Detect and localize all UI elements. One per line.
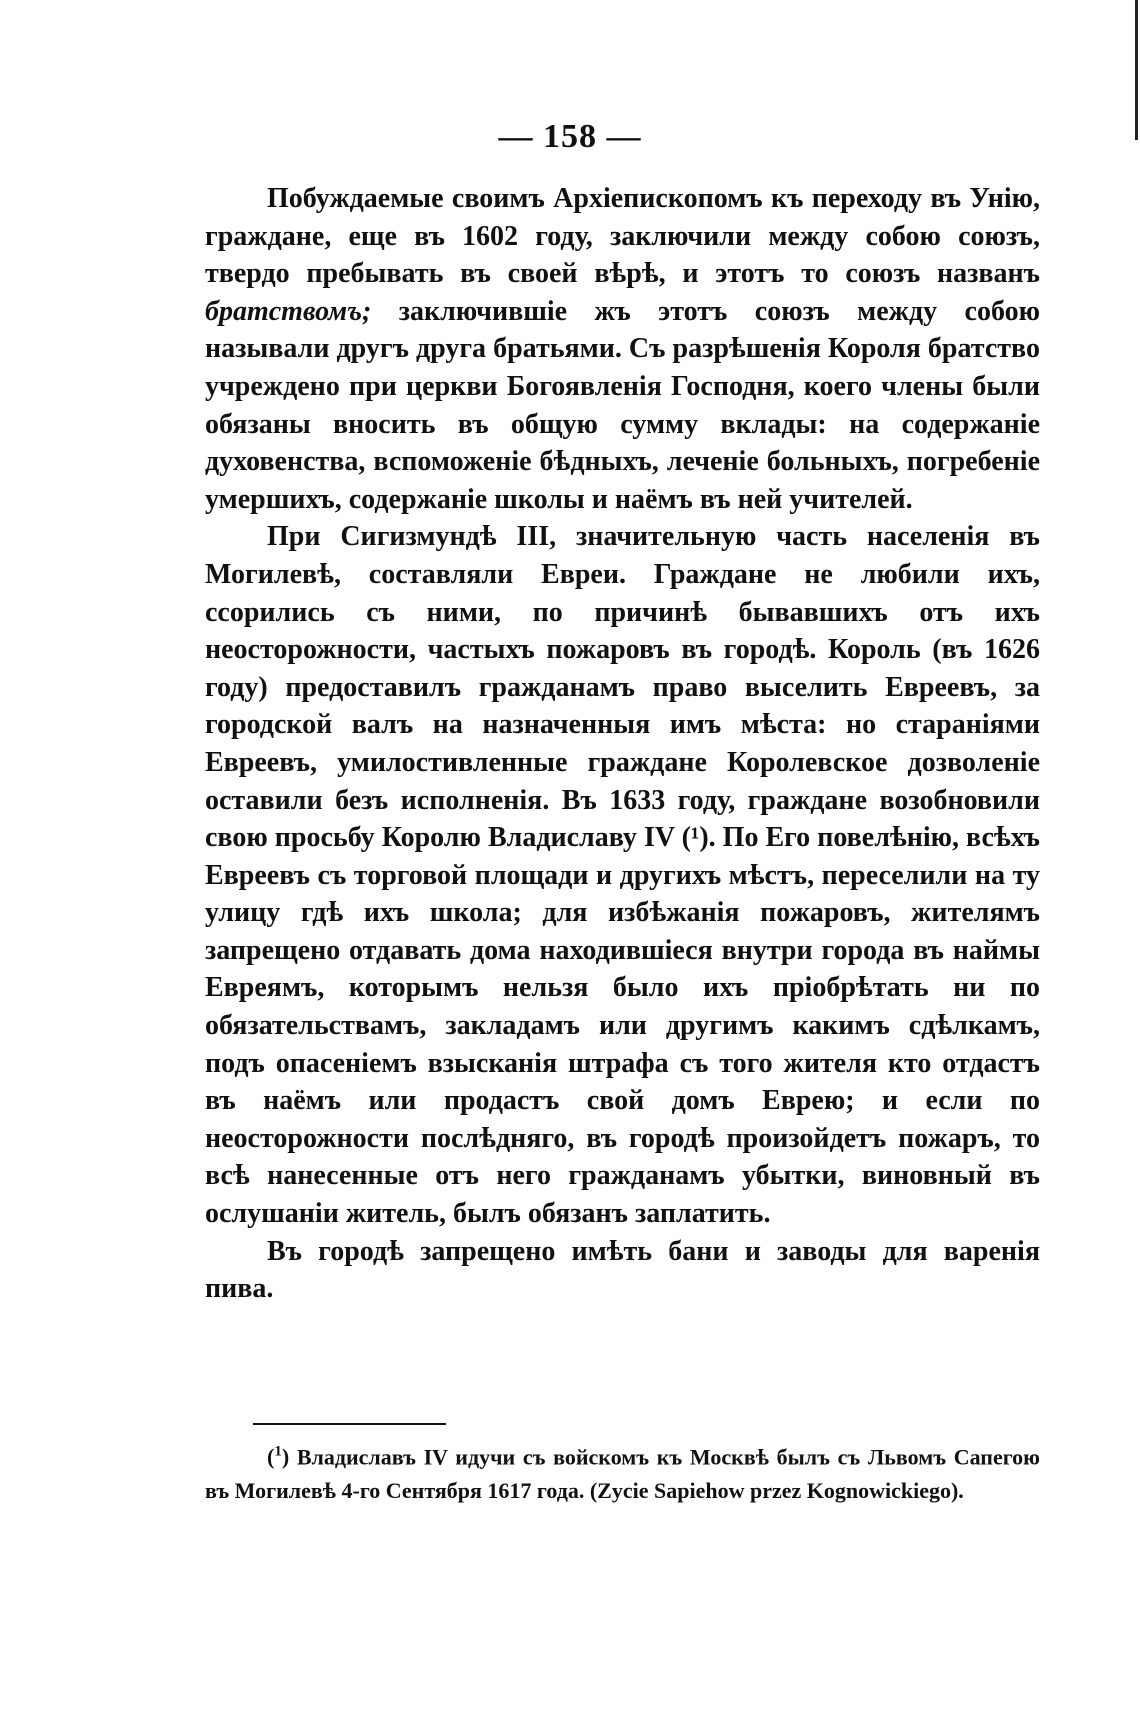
footnote-number: 1 — [274, 1444, 282, 1460]
paragraph-3: Въ городѣ запрещено имѣть бани и заводы для варенія пива. — [205, 1235, 1040, 1305]
paragraph-1-italic-term: братствомъ; — [205, 295, 372, 327]
main-text — [205, 180, 1040, 1308]
paragraph-2: При Сигизмундѣ III, значительную часть населенія въ Могилевѣ, составляли Евреи. Граждане не любили ихъ, ссорились съ ними, по причинѣ бывавшихъ отъ ихъ неосторожности, частыхъ пожаровъ въ городѣ. Король (въ 1626 году) предоставилъ гражданамъ право выселить Евреевъ, за городской валъ на назначенныя имъ мѣста: но стараніями Евреевъ, умилостивленные граждане Королевское дозволеніе оставили безъ исполненія. Въ 1633 году, граждане возобновили свою просьбу Королю Владиславу IV (¹). По Его повелѣнію, всѣхъ Евреевъ съ торговой площади и другихъ мѣстъ, переселили на ту улицу гдѣ ихъ школа; для избѣжанія пожаровъ, жителямъ запрещено отдавать дома находившіеся внутри города въ наймы Евреямъ, которымъ нельзя было ихъ пріобрѣтать ни по обязательствамъ, закладамъ или другимъ какимъ сдѣлкамъ, подъ опасеніемъ взысканія штрафа съ того жителя кто отдастъ въ наёмъ или продастъ свой домъ Еврею; и если по неосторожности послѣдняго, въ городѣ произойдетъ пожаръ, то всѣ нанесенные отъ него гражданамъ убытки, виновный въ ослушаніи житель, былъ обязанъ заплатить. — [205, 521, 1040, 1230]
footnote-text: Владиславъ IV идучи съ войскомъ къ Москвѣ былъ съ Львомъ Сапегою въ Могилевѣ 4-го Сентября 1617 года. (Zycie Sapiehow przez Kognowickiego). — [205, 1444, 1040, 1504]
page-number: — 158 — — [498, 118, 642, 155]
footnote-divider — [253, 1423, 446, 1425]
paragraph-1-start: Побуждаемые своимъ Архіепископомъ къ переходу въ Унію, граждане, еще въ 1602 году, заключили между собою союзъ, твердо пребывать въ своей вѣрѣ, и этотъ то союзъ названъ — [205, 183, 1040, 290]
footnote-marker: ($^1$) — [267, 1444, 290, 1470]
footnote — [205, 1435, 1040, 1508]
paragraph-1-end: заключившіе жъ этотъ союзъ между собою называли другъ друга братьями. Съ разрѣшенія Короля братство учреждено при церкви Богоявленія Господня, коего члены были обязаны вносить въ общую сумму вклады: на содержаніе духовенства, вспоможеніе бѣдныхъ, леченіе больныхъ, погребеніе умершихъ, содержаніе школы и наёмъ въ ней учителей. — [205, 295, 1040, 515]
paragraph-1 — [205, 180, 1040, 518]
